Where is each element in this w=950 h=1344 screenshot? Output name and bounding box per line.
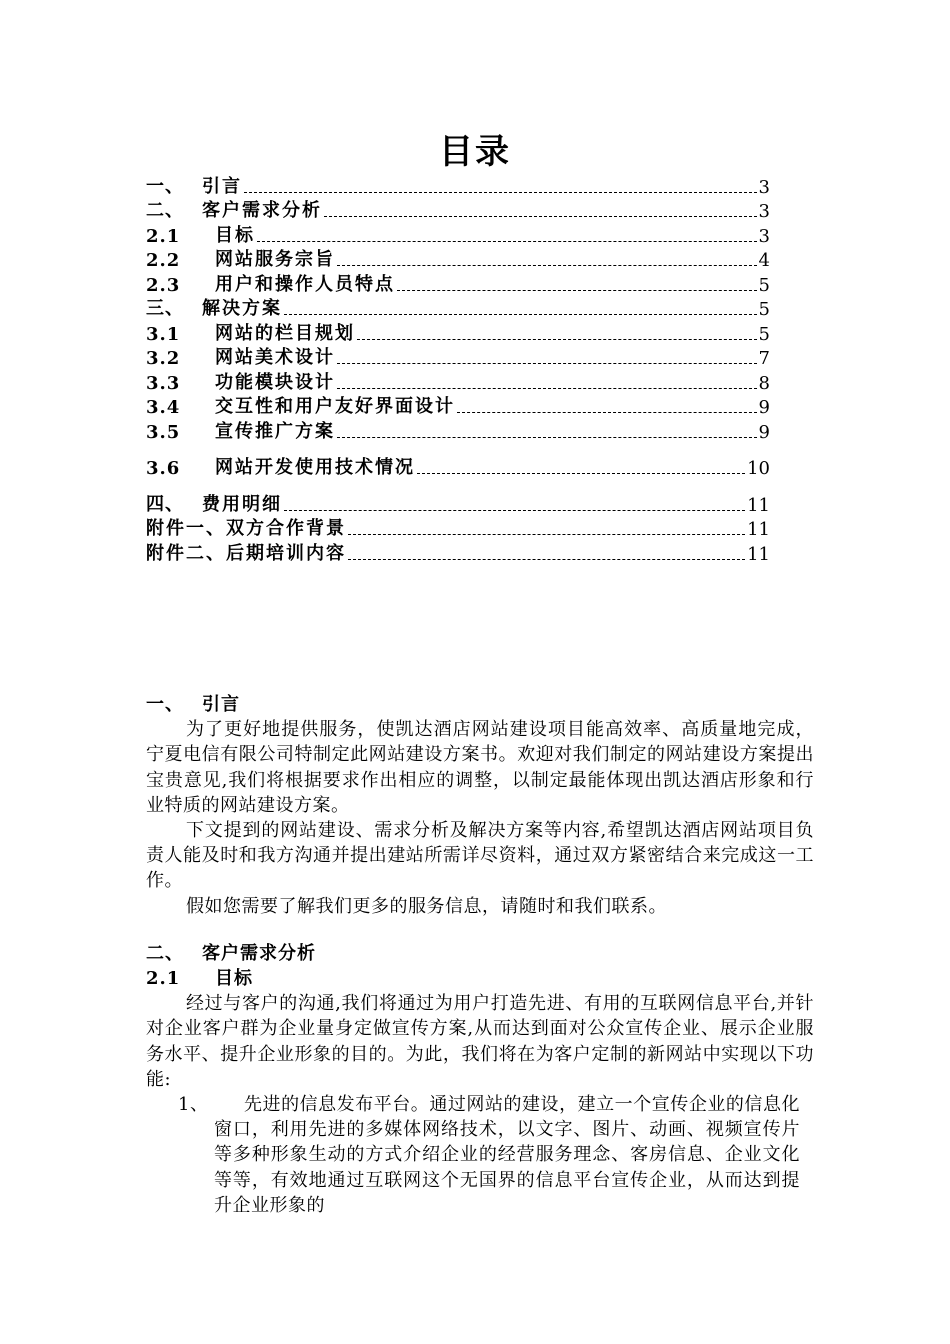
toc-entry[interactable] bbox=[146, 394, 770, 419]
section-title: 客户需求分析 bbox=[202, 942, 316, 964]
subsection-heading bbox=[146, 966, 814, 991]
toc-entry-title: 交互性和用户友好界面设计 bbox=[215, 396, 455, 417]
toc-dot-leader bbox=[284, 314, 757, 315]
toc-entry-number: 2.1 bbox=[146, 225, 181, 247]
toc-dot-leader bbox=[417, 473, 745, 474]
toc-entry-number: 3.6 bbox=[146, 458, 181, 479]
toc-page-number: 8 bbox=[758, 372, 770, 394]
toc-page-number: 11 bbox=[747, 519, 770, 540]
toc-entry-title: 费用明细 bbox=[202, 493, 282, 515]
toc-page-number: 7 bbox=[758, 348, 770, 369]
table-of-contents bbox=[146, 173, 770, 565]
toc-entry[interactable] bbox=[146, 540, 770, 565]
toc-entry-title: 网站的栏目规划 bbox=[215, 322, 355, 344]
toc-title: 目录 bbox=[439, 132, 511, 172]
toc-dot-leader bbox=[337, 265, 757, 266]
toc-entry[interactable] bbox=[146, 369, 770, 394]
toc-entry-number: 3.3 bbox=[146, 372, 181, 394]
document-body bbox=[146, 692, 814, 1218]
toc-entry-title: 目标 bbox=[215, 224, 255, 246]
toc-entry[interactable] bbox=[146, 418, 770, 443]
toc-entry-number: 四、 bbox=[146, 493, 184, 515]
toc-entry-number: 二、 bbox=[146, 200, 184, 221]
toc-dot-leader bbox=[337, 437, 757, 438]
toc-page-number: 11 bbox=[747, 494, 770, 516]
paragraph: 经过与客户的沟通,我们将通过为用户打造先进、有用的互联网信息平台,并针对企业客户群为企业量身定做宣传方案,从而达到面对公众宣传企业、展示企业服务水平、提升企业形象的目的。为此，我们将在为客户定制的新网站中实现以下功能: bbox=[146, 993, 814, 1090]
toc-page-number: 3 bbox=[758, 225, 770, 247]
section-gap bbox=[146, 919, 814, 941]
toc-page-number: 4 bbox=[758, 250, 770, 271]
paragraph: 假如您需要了解我们更多的服务信息，请随时和我们联系。 bbox=[186, 895, 667, 917]
toc-page-number: 9 bbox=[758, 397, 770, 418]
toc-entry-title: 网站开发使用技术情况 bbox=[215, 457, 415, 478]
subsection-title: 目标 bbox=[215, 968, 253, 990]
toc-dot-leader bbox=[337, 388, 757, 389]
toc-entry-title: 附件二、后期培训内容 bbox=[146, 542, 346, 564]
toc-entry-title: 解决方案 bbox=[202, 298, 282, 319]
toc-entry-title: 附件一、双方合作背景 bbox=[146, 518, 346, 539]
list-item-number: 1、 bbox=[178, 1094, 209, 1116]
toc-entry-number: 3.2 bbox=[146, 348, 181, 369]
toc-entry-title: 客户需求分析 bbox=[202, 200, 322, 221]
toc-entry[interactable] bbox=[146, 247, 770, 272]
toc-dot-leader bbox=[348, 534, 745, 535]
toc-entry-number: 3.5 bbox=[146, 421, 181, 443]
section-title: 引言 bbox=[202, 694, 240, 715]
section-number: 一、 bbox=[146, 694, 184, 715]
toc-entry[interactable] bbox=[146, 173, 770, 198]
toc-entry[interactable] bbox=[146, 345, 770, 370]
toc-page-number: 5 bbox=[758, 299, 770, 320]
toc-dot-leader bbox=[457, 412, 757, 413]
toc-entry-title: 网站美术设计 bbox=[215, 347, 335, 368]
section-heading bbox=[146, 941, 814, 966]
list-item-text: 先进的信息发布平台。通过网站的建设，建立一个宣传企业的信息化窗口，利用先进的多媒体网络技术，以文字、图片、动画、视频宣传片等多种形象生动的方式介绍企业的经营服务理念、客房信息、企业文化等等，有效地通过互联网这个无国界的信息平台宣传企业，从而达到提升企业形象的 bbox=[214, 1094, 800, 1216]
paragraph: 为了更好地提供服务，使凯达酒店网站建设项目能高效率、高质量地完成，宁夏电信有限公司特制定此网站建设方案书。欢迎对我们制定的网站建设方案提出宝贵意见,我们将根据要求作出相应的调整，以制定最能体现出凯达酒店形象和行业特质的网站建设方案。 bbox=[146, 719, 814, 816]
paragraph: 下文提到的网站建设、需求分析及解决方案等内容,希望凯达酒店网站项目负责人能及时和我方沟通并提出建站所需详尽资料，通过双方紧密结合来完成这一工作。 bbox=[146, 820, 814, 892]
toc-dot-leader bbox=[397, 290, 757, 291]
toc-dot-leader bbox=[357, 339, 757, 340]
toc-entry-title: 用户和操作人员特点 bbox=[215, 273, 395, 295]
toc-entry-number: 三、 bbox=[146, 298, 184, 319]
toc-entry-title: 功能模块设计 bbox=[215, 371, 335, 393]
section-number: 二、 bbox=[146, 942, 184, 964]
toc-entry-number: 一、 bbox=[146, 175, 184, 197]
toc-dot-leader bbox=[324, 216, 757, 217]
toc-entry[interactable] bbox=[146, 271, 770, 296]
toc-entry[interactable] bbox=[146, 222, 770, 247]
toc-page-number: 10 bbox=[747, 458, 770, 479]
toc-entry-title: 宣传推广方案 bbox=[215, 420, 335, 442]
toc-entry-number: 3.4 bbox=[146, 397, 181, 418]
toc-dot-leader bbox=[348, 559, 745, 560]
toc-page-number: 9 bbox=[758, 421, 770, 443]
toc-page-number: 3 bbox=[758, 201, 770, 222]
toc-entry[interactable] bbox=[146, 198, 770, 223]
subsection-number: 2.1 bbox=[146, 968, 181, 990]
toc-entry[interactable] bbox=[146, 455, 770, 480]
toc-entry-number: 2.3 bbox=[146, 274, 181, 296]
toc-dot-leader bbox=[284, 510, 745, 511]
toc-dot-leader bbox=[244, 192, 757, 193]
section-heading bbox=[146, 692, 814, 717]
toc-entry[interactable] bbox=[146, 491, 770, 516]
toc-entry-title: 引言 bbox=[202, 175, 242, 197]
toc-entry[interactable] bbox=[146, 320, 770, 345]
toc-page-number: 5 bbox=[758, 323, 770, 345]
toc-entry[interactable] bbox=[146, 516, 770, 541]
toc-page-number: 11 bbox=[747, 543, 770, 565]
list-item bbox=[146, 1092, 800, 1218]
toc-entry-number: 3.1 bbox=[146, 323, 181, 345]
toc-dot-leader bbox=[257, 241, 757, 242]
toc-entry-title: 网站服务宗旨 bbox=[215, 249, 335, 270]
toc-entry[interactable] bbox=[146, 296, 770, 321]
toc-page-number: 3 bbox=[758, 176, 770, 198]
toc-entry-number: 2.2 bbox=[146, 250, 181, 271]
toc-dot-leader bbox=[337, 363, 757, 364]
toc-page-number: 5 bbox=[758, 274, 770, 296]
